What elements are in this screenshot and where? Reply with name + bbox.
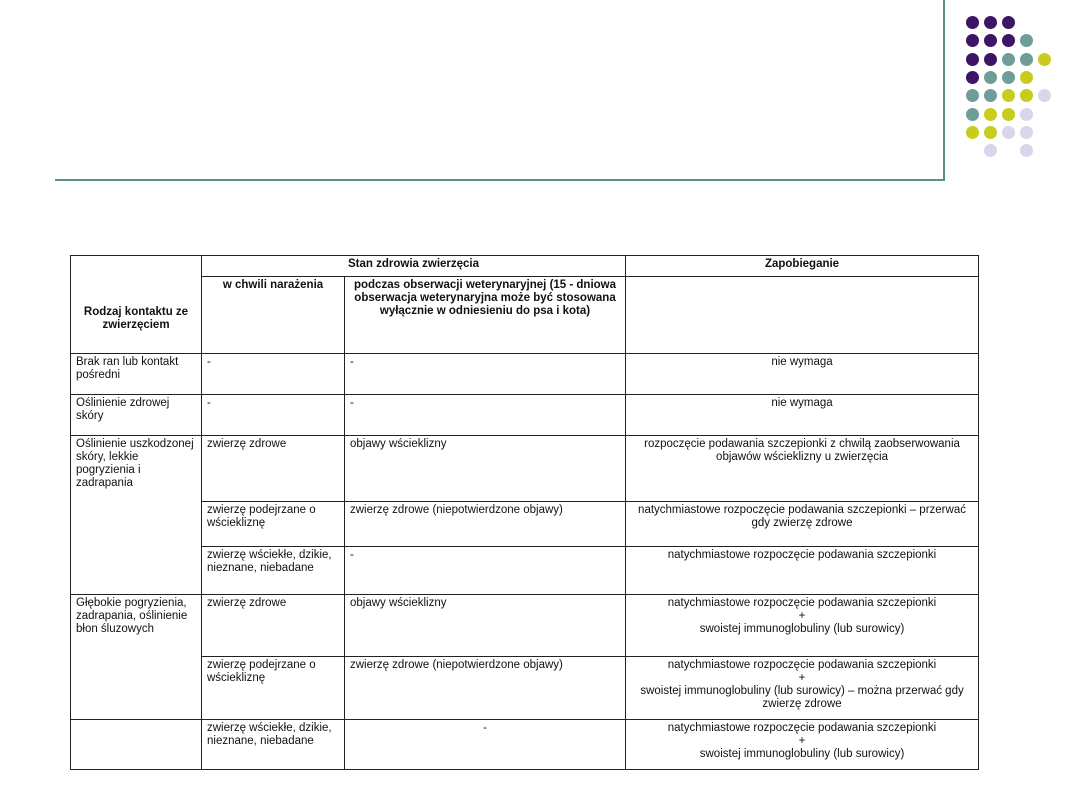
title-divider-vertical xyxy=(943,0,945,181)
decorative-dot xyxy=(984,89,997,102)
prevention-line: swoistej immunoglobuliny (lub surowicy) – można przerwać gdy zwierzę zdrowe xyxy=(640,685,964,710)
table-row xyxy=(71,354,979,395)
cell-at-exposure: zwierzę podejrzane o wściekliznę xyxy=(202,657,345,720)
prevention-line: natychmiastowe rozpoczęcie podawania szczepionki xyxy=(667,659,937,671)
prevention-line: natychmiastowe rozpoczęcie podawania szczepionki xyxy=(667,722,937,734)
decorative-dot xyxy=(984,16,997,29)
decorative-dot xyxy=(966,16,979,29)
cell-observation: zwierzę zdrowe (niepotwierdzone objawy) xyxy=(345,657,626,720)
decorative-dot xyxy=(1002,108,1015,121)
prevention-line: rozpoczęcie podawania szczepionki z chwilą zaobserwowania objawów wścieklizny u zwierzęcia xyxy=(644,438,960,463)
prevention-line: swoistej immunoglobuliny (lub surowicy) xyxy=(699,623,905,635)
decorative-dot xyxy=(966,89,979,102)
header-prevention: Zapobieganie xyxy=(626,256,979,277)
prevention-plus: + xyxy=(798,735,806,747)
cell-at-exposure: zwierzę podejrzane o wściekliznę xyxy=(202,502,345,547)
prevention-plus: + xyxy=(798,610,806,622)
cell-at-exposure: zwierzę zdrowe xyxy=(202,436,345,502)
prevention-line: natychmiastowe rozpoczęcie podawania szczepionki xyxy=(667,549,937,561)
cell-prevention xyxy=(626,354,979,395)
decorative-dot xyxy=(1020,126,1033,139)
cell-contact: Oślinienie uszkodzonej skóry, lekkie pogryzienia i zadrapania xyxy=(71,436,202,595)
cell-contact: Głębokie pogryzienia, zadrapania, oślinienie błon śluzowych xyxy=(71,595,202,720)
decorative-dot xyxy=(1020,144,1033,157)
cell-observation: - xyxy=(345,547,626,595)
cell-prevention xyxy=(626,502,979,547)
decorative-dot xyxy=(1002,89,1015,102)
cell-at-exposure: zwierzę zdrowe xyxy=(202,595,345,657)
header-prevention-empty xyxy=(626,277,979,354)
cell-observation: - xyxy=(345,720,626,770)
cell-observation: objawy wścieklizny xyxy=(345,436,626,502)
decorative-dot xyxy=(1002,34,1015,47)
table-row xyxy=(71,657,979,720)
prevention-line: nie wymaga xyxy=(771,397,833,409)
decorative-dot xyxy=(984,108,997,121)
decorative-dot xyxy=(966,53,979,66)
decorative-dot xyxy=(1020,34,1033,47)
decorative-dot xyxy=(966,34,979,47)
decorative-dot xyxy=(984,53,997,66)
table-row xyxy=(71,502,979,547)
cell-prevention xyxy=(626,547,979,595)
cell-contact: Oślinienie zdrowej skóry xyxy=(71,395,202,436)
decorative-dot xyxy=(1020,89,1033,102)
header-during-observation: podczas obserwacji weterynaryjnej (15 - dniowa obserwacja weterynaryjna może być stosowana wyłącznie w odniesieniu do psa i kota) xyxy=(345,277,626,354)
decorative-dot xyxy=(1038,53,1051,66)
title-divider-horizontal xyxy=(55,179,945,181)
decorative-dot xyxy=(1020,108,1033,121)
header-health-state: Stan zdrowia zwierzęcia xyxy=(202,256,626,277)
prevention-line: natychmiastowe rozpoczęcie podawania szczepionki – przerwać gdy zwierzę zdrowe xyxy=(638,504,966,529)
header-contact-type: Rodzaj kontaktu ze zwierzęciem xyxy=(71,256,202,354)
decorative-dot xyxy=(966,71,979,84)
prevention-line: swoistej immunoglobuliny (lub surowicy) xyxy=(699,748,905,760)
cell-observation: objawy wścieklizny xyxy=(345,595,626,657)
decorative-dot-grid xyxy=(960,16,1060,176)
cell-contact: Brak ran lub kontakt pośredni xyxy=(71,354,202,395)
header-at-exposure: w chwili narażenia xyxy=(202,277,345,354)
cell-at-exposure: - xyxy=(202,354,345,395)
decorative-dot xyxy=(984,126,997,139)
decorative-dot xyxy=(984,34,997,47)
prevention-line: nie wymaga xyxy=(771,356,833,368)
decorative-dot xyxy=(984,144,997,157)
cell-prevention xyxy=(626,657,979,720)
decorative-dot xyxy=(1002,53,1015,66)
prevention-line: natychmiastowe rozpoczęcie podawania szczepionki xyxy=(667,597,937,609)
cell-observation: - xyxy=(345,354,626,395)
decorative-dot xyxy=(1020,53,1033,66)
decorative-dot xyxy=(1002,71,1015,84)
table-row xyxy=(71,436,979,502)
cell-observation: zwierzę zdrowe (niepotwierdzone objawy) xyxy=(345,502,626,547)
cell-contact xyxy=(71,720,202,770)
prevention-plus: + xyxy=(798,672,806,684)
table-row xyxy=(71,395,979,436)
decorative-dot xyxy=(1038,89,1051,102)
cell-at-exposure: zwierzę wściekłe, dzikie, nieznane, niebadane xyxy=(202,720,345,770)
cell-at-exposure: zwierzę wściekłe, dzikie, nieznane, niebadane xyxy=(202,547,345,595)
cell-prevention xyxy=(626,395,979,436)
decorative-dot xyxy=(1002,126,1015,139)
cell-prevention xyxy=(626,720,979,770)
table-row xyxy=(71,595,979,657)
decorative-dot xyxy=(966,108,979,121)
decorative-dot xyxy=(984,71,997,84)
rabies-prevention-table xyxy=(70,255,979,770)
table-row xyxy=(71,720,979,770)
cell-prevention xyxy=(626,595,979,657)
table-row xyxy=(71,547,979,595)
decorative-dot xyxy=(1020,71,1033,84)
cell-observation: - xyxy=(345,395,626,436)
decorative-dot xyxy=(1002,16,1015,29)
cell-prevention xyxy=(626,436,979,502)
decorative-dot xyxy=(966,126,979,139)
cell-at-exposure: - xyxy=(202,395,345,436)
